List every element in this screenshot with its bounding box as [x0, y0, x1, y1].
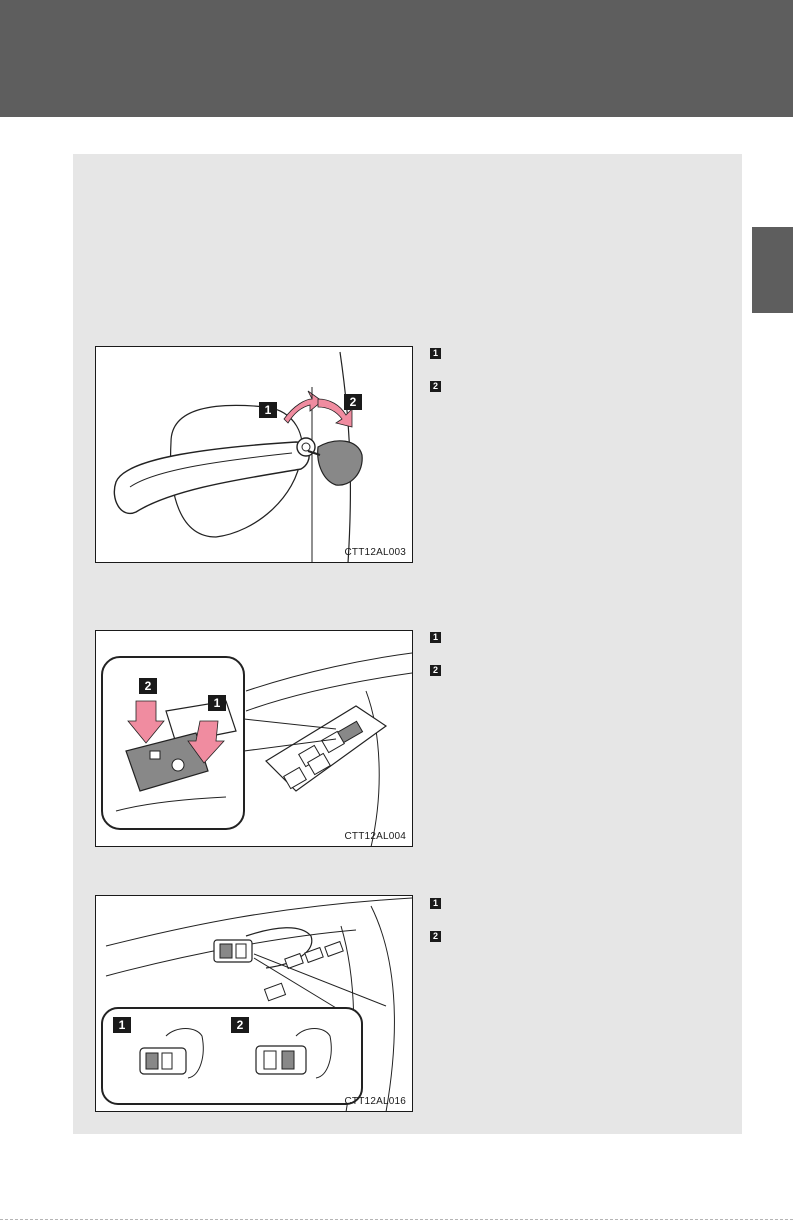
figure-lock-switch [95, 630, 413, 847]
step-list-2 [430, 630, 441, 696]
step-list-1 [430, 346, 441, 412]
figure-label-1: 1 [208, 695, 226, 711]
step-number-badge: 2 [430, 381, 441, 392]
figure-code: CTT12AL016 [344, 1096, 406, 1107]
step-item [430, 630, 441, 644]
step-item [430, 663, 441, 677]
door-key-illustration [96, 347, 413, 563]
step-item [430, 929, 441, 943]
step-item [430, 896, 441, 910]
arrow-lock [284, 391, 322, 423]
figure-label-2: 2 [139, 678, 157, 694]
figure-label-2: 2 [231, 1017, 249, 1033]
footer-dashed-rule [0, 1219, 793, 1220]
step-number-badge: 2 [430, 665, 441, 676]
figure-label-2: 2 [344, 394, 362, 410]
figure-door-key [95, 346, 413, 563]
step-number-badge: 1 [430, 348, 441, 359]
step-number-badge: 2 [430, 931, 441, 942]
step-item [430, 346, 441, 360]
lock-knob-illustration [96, 896, 413, 1112]
figure-code: CTT12AL004 [344, 831, 406, 842]
step-list-3 [430, 896, 441, 962]
figure-lock-knob [95, 895, 413, 1112]
header-band [0, 0, 793, 117]
chapter-tab [752, 227, 793, 313]
step-number-badge: 1 [430, 898, 441, 909]
figure-code: CTT12AL003 [344, 547, 406, 558]
figure-label-1: 1 [259, 402, 277, 418]
figure-label-1: 1 [113, 1017, 131, 1033]
step-number-badge: 1 [430, 632, 441, 643]
lock-switch-illustration [96, 631, 413, 847]
step-item [430, 379, 441, 393]
